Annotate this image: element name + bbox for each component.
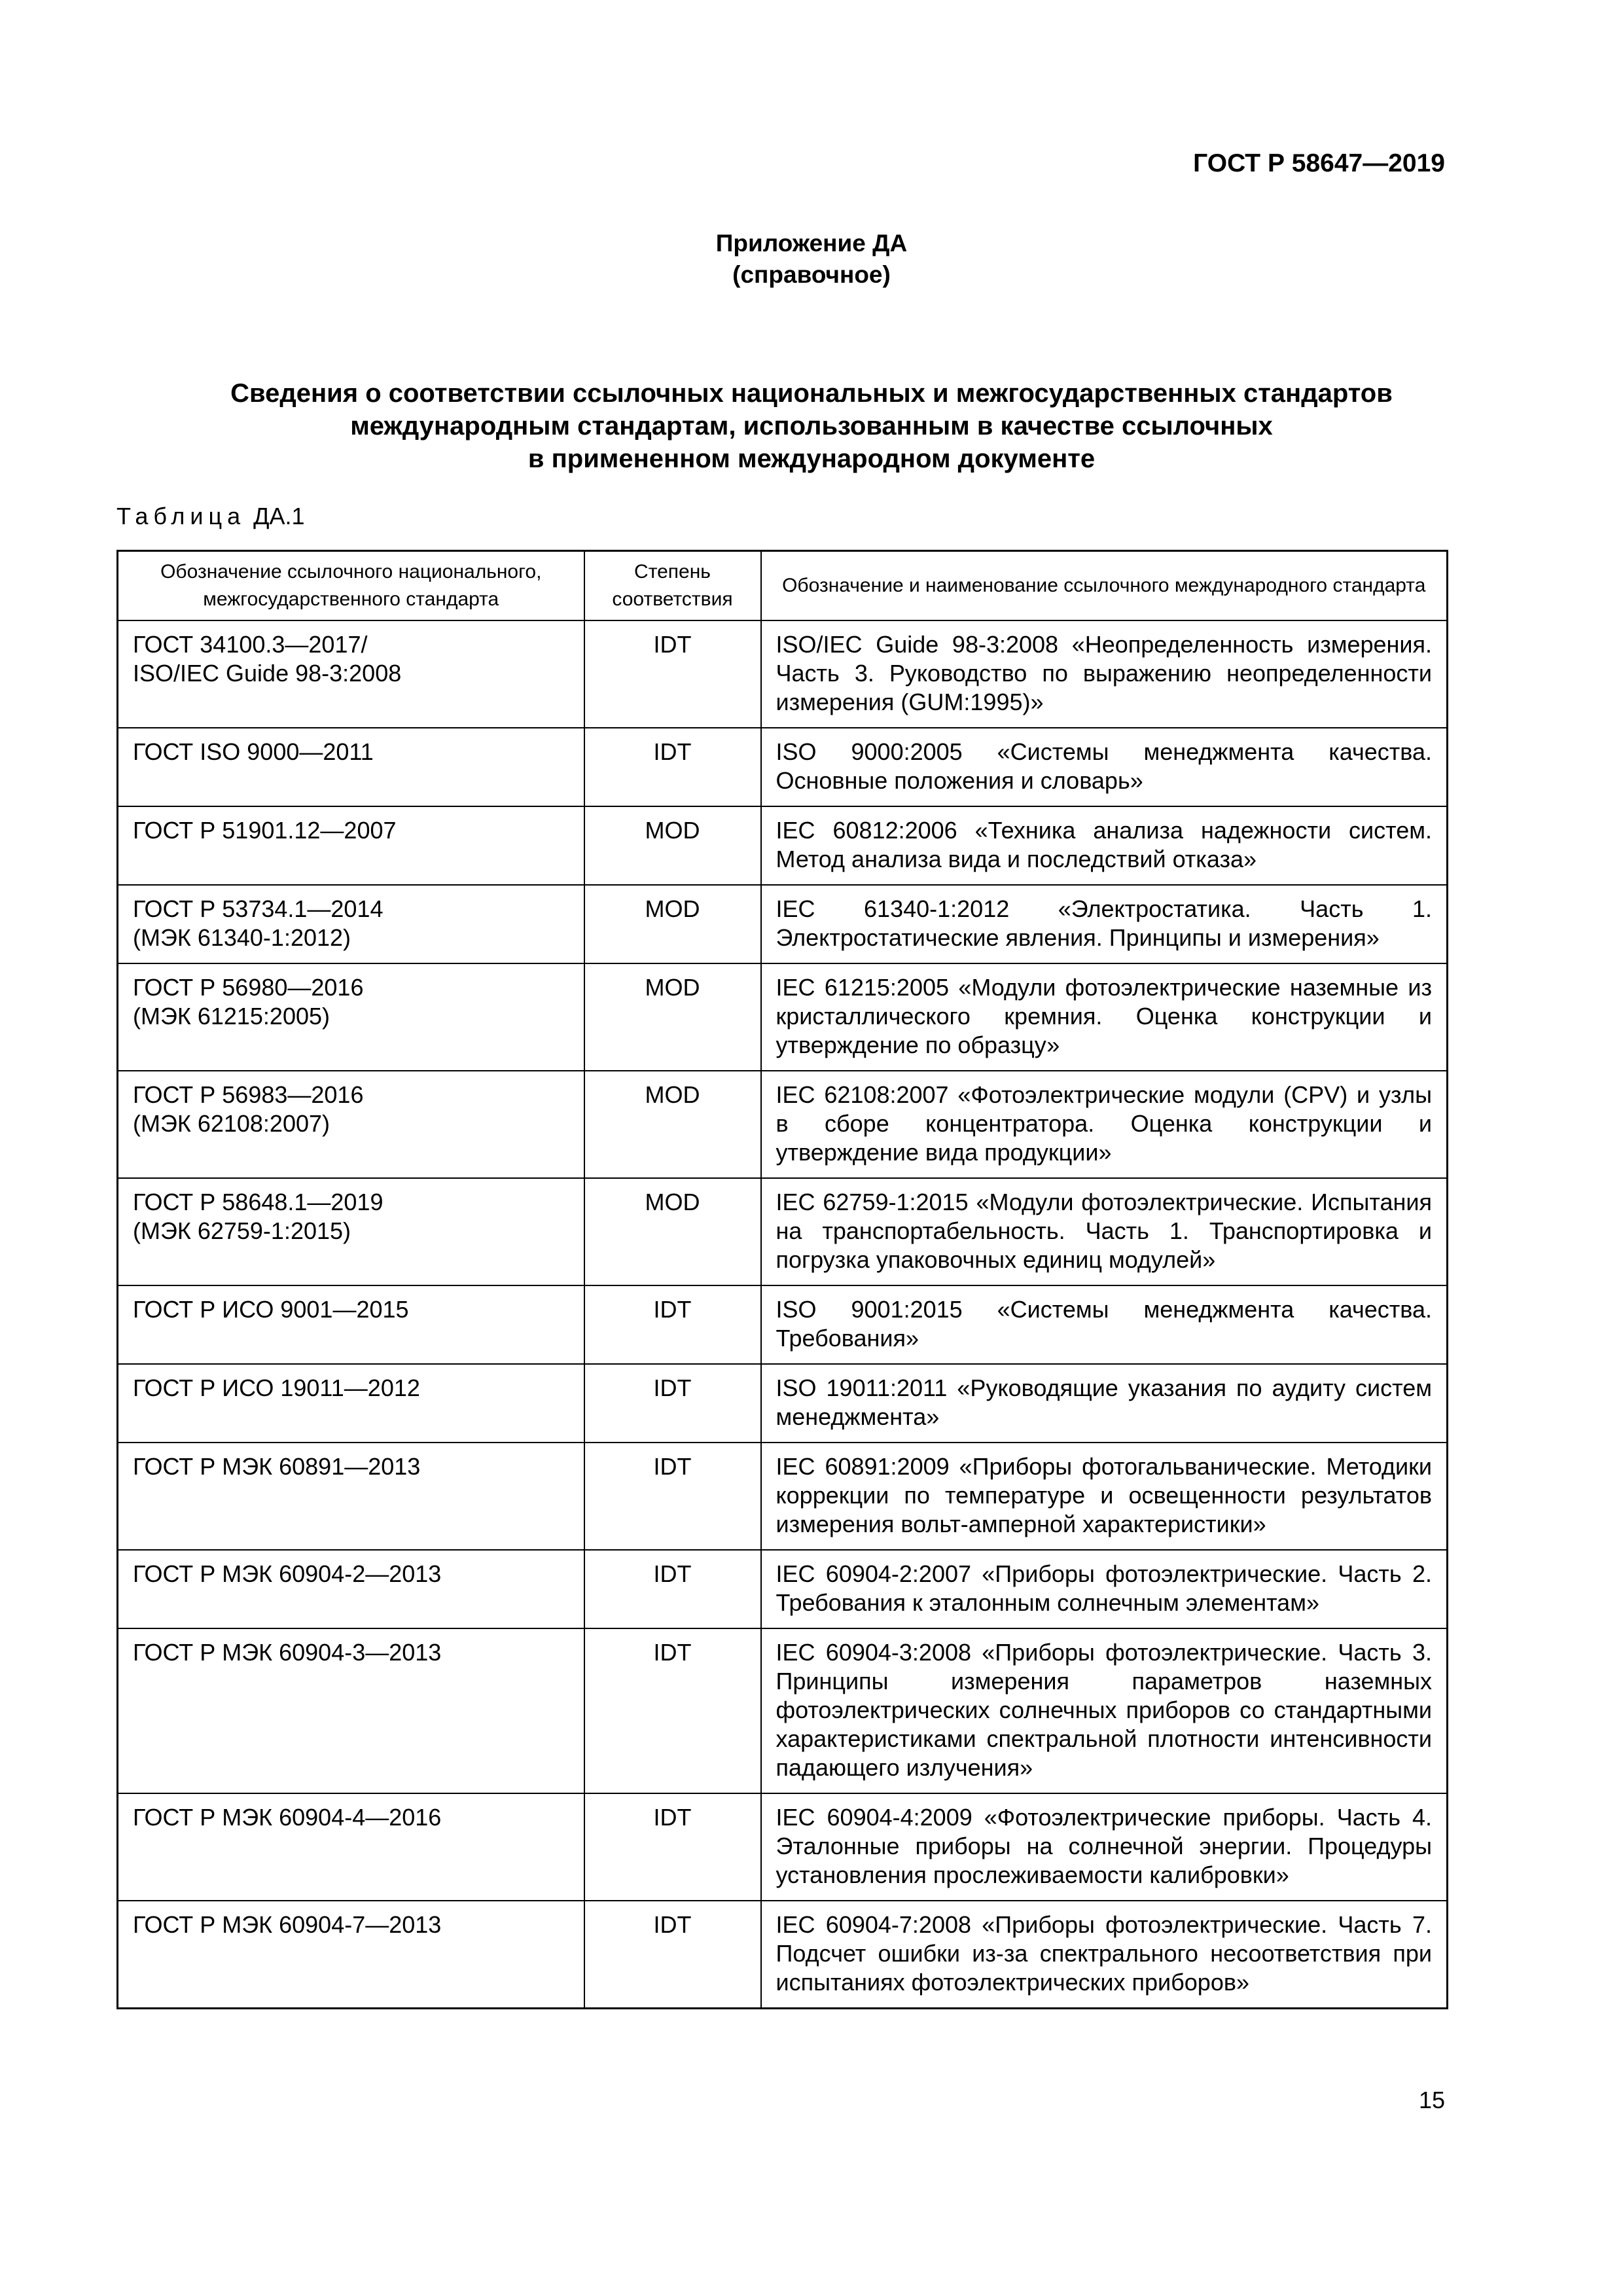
degree-cell: IDT — [584, 620, 761, 728]
degree-cell: IDT — [584, 728, 761, 806]
degree-cell: MOD — [584, 806, 761, 885]
header-national-standard: Обозначение ссылочного национального, межгосударственного стандарта — [118, 551, 584, 621]
international-standard-cell: IEC 61215:2005 «Модули фотоэлектрические наземные из кристаллического кремния. Оценка конструкции и утверждение по образцу» — [761, 963, 1448, 1071]
national-standard-cell: ГОСТ ISO 9000—2011 — [118, 728, 584, 806]
degree-cell: MOD — [584, 1071, 761, 1178]
international-standard-cell: IEC 60891:2009 «Приборы фотогальванические. Методики коррекции по температуре и освещенности результатов измерения вольт-амперной характеристики» — [761, 1443, 1448, 1550]
national-standard-cell: ГОСТ Р 53734.1—2014 (МЭК 61340-1:2012) — [118, 885, 584, 963]
degree-cell: IDT — [584, 1901, 761, 2009]
appendix-heading — [0, 228, 1623, 291]
table-header-row — [118, 551, 1448, 621]
table-row — [118, 1071, 1448, 1178]
international-standard-cell: IEC 60904-3:2008 «Приборы фотоэлектрические. Часть 3. Принципы измерения параметров наземных фотоэлектрических солнечных приборов со стандартными характеристиками спектральной плотности интенсивности падающего излучения» — [761, 1628, 1448, 1793]
title-line: Сведения о соответствии ссылочных национальных и межгосударственных стандартов — [230, 379, 1393, 408]
national-standard-cell: ГОСТ Р 51901.12—2007 — [118, 806, 584, 885]
table-row — [118, 963, 1448, 1071]
document-number: ГОСТ Р 58647—2019 — [1193, 149, 1445, 177]
national-standard-cell: ГОСТ Р 56983—2016 (МЭК 62108:2007) — [118, 1071, 584, 1178]
table-row — [118, 1285, 1448, 1364]
international-standard-cell: IEC 62108:2007 «Фотоэлектрические модули (CPV) и узлы в сборе концентратора. Оценка конструкции и утверждение вида продукции» — [761, 1071, 1448, 1178]
degree-cell: IDT — [584, 1285, 761, 1364]
table-row — [118, 1364, 1448, 1443]
international-standard-cell: IEC 60904-4:2009 «Фотоэлектрические приборы. Часть 4. Эталонные приборы на солнечной энергии. Процедуры установления прослеживаемости калибровки» — [761, 1793, 1448, 1901]
title-line: международным стандартам, использованным в качестве ссылочных — [350, 412, 1273, 440]
international-standard-cell: IEC 61340-1:2012 «Электростатика. Часть 1. Электростатические явления. Принципы и измерения» — [761, 885, 1448, 963]
international-standard-cell: IEC 62759-1:2015 «Модули фотоэлектрические. Испытания на транспортабельность. Часть 1. Транспортировка и погрузка упаковочных единиц модулей» — [761, 1178, 1448, 1285]
table-row — [118, 1178, 1448, 1285]
degree-cell: MOD — [584, 963, 761, 1071]
table-row — [118, 885, 1448, 963]
national-standard-cell: ГОСТ Р МЭК 60904-2—2013 — [118, 1550, 584, 1628]
international-standard-cell: ISO 9001:2015 «Системы менеджмента качества. Требования» — [761, 1285, 1448, 1364]
international-standard-cell: ISO 19011:2011 «Руководящие указания по аудиту систем менеджмента» — [761, 1364, 1448, 1443]
table-row — [118, 806, 1448, 885]
degree-cell: IDT — [584, 1550, 761, 1628]
national-standard-cell: ГОСТ Р ИСО 9001—2015 — [118, 1285, 584, 1364]
table-caption — [116, 503, 305, 530]
national-standard-cell: ГОСТ Р 56980—2016 (МЭК 61215:2005) — [118, 963, 584, 1071]
degree-cell: IDT — [584, 1628, 761, 1793]
degree-cell: IDT — [584, 1443, 761, 1550]
table-caption-number: ДА.1 — [253, 503, 305, 529]
international-standard-cell: IEC 60904-7:2008 «Приборы фотоэлектрические. Часть 7. Подсчет ошибки из-за спектрального несоответствия при испытаниях фотоэлектрических приборов» — [761, 1901, 1448, 2009]
degree-cell: IDT — [584, 1793, 761, 1901]
table-row — [118, 728, 1448, 806]
degree-cell: MOD — [584, 1178, 761, 1285]
standards-table — [116, 550, 1448, 2009]
appendix-subtitle: (справочное) — [732, 261, 891, 288]
table-row — [118, 620, 1448, 728]
section-title — [0, 377, 1623, 475]
table-caption-label: Таблица — [116, 503, 246, 529]
header-degree: Степень соответствия — [584, 551, 761, 621]
national-standard-cell: ГОСТ Р МЭК 60891—2013 — [118, 1443, 584, 1550]
degree-cell: IDT — [584, 1364, 761, 1443]
table-row — [118, 1443, 1448, 1550]
header-international-standard: Обозначение и наименование ссылочного международного стандарта — [761, 551, 1448, 621]
national-standard-cell: ГОСТ Р МЭК 60904-3—2013 — [118, 1628, 584, 1793]
national-standard-cell: ГОСТ Р МЭК 60904-7—2013 — [118, 1901, 584, 2009]
table-row — [118, 1550, 1448, 1628]
international-standard-cell: ISO 9000:2005 «Системы менеджмента качества. Основные положения и словарь» — [761, 728, 1448, 806]
degree-cell: MOD — [584, 885, 761, 963]
international-standard-cell: IEC 60904-2:2007 «Приборы фотоэлектрические. Часть 2. Требования к эталонным солнечным элементам» — [761, 1550, 1448, 1628]
page-number: 15 — [1418, 2087, 1445, 2113]
table-row — [118, 1628, 1448, 1793]
table-row — [118, 1901, 1448, 2009]
national-standard-cell: ГОСТ Р 58648.1—2019 (МЭК 62759-1:2015) — [118, 1178, 584, 1285]
title-line: в примененном международном документе — [527, 444, 1096, 473]
national-standard-cell: ГОСТ Р МЭК 60904-4—2016 — [118, 1793, 584, 1901]
national-standard-cell: ГОСТ Р ИСО 19011—2012 — [118, 1364, 584, 1443]
appendix-title: Приложение ДА — [715, 230, 908, 257]
international-standard-cell: ISO/IEC Guide 98-3:2008 «Неопределенность измерения. Часть 3. Руководство по выражению неопределенности измерения (GUM:1995)» — [761, 620, 1448, 728]
national-standard-cell: ГОСТ 34100.3—2017/ ISO/IEC Guide 98-3:2008 — [118, 620, 584, 728]
international-standard-cell: IEC 60812:2006 «Техника анализа надежности систем. Метод анализа вида и последствий отказа» — [761, 806, 1448, 885]
table-row — [118, 1793, 1448, 1901]
table-body — [118, 620, 1448, 2009]
